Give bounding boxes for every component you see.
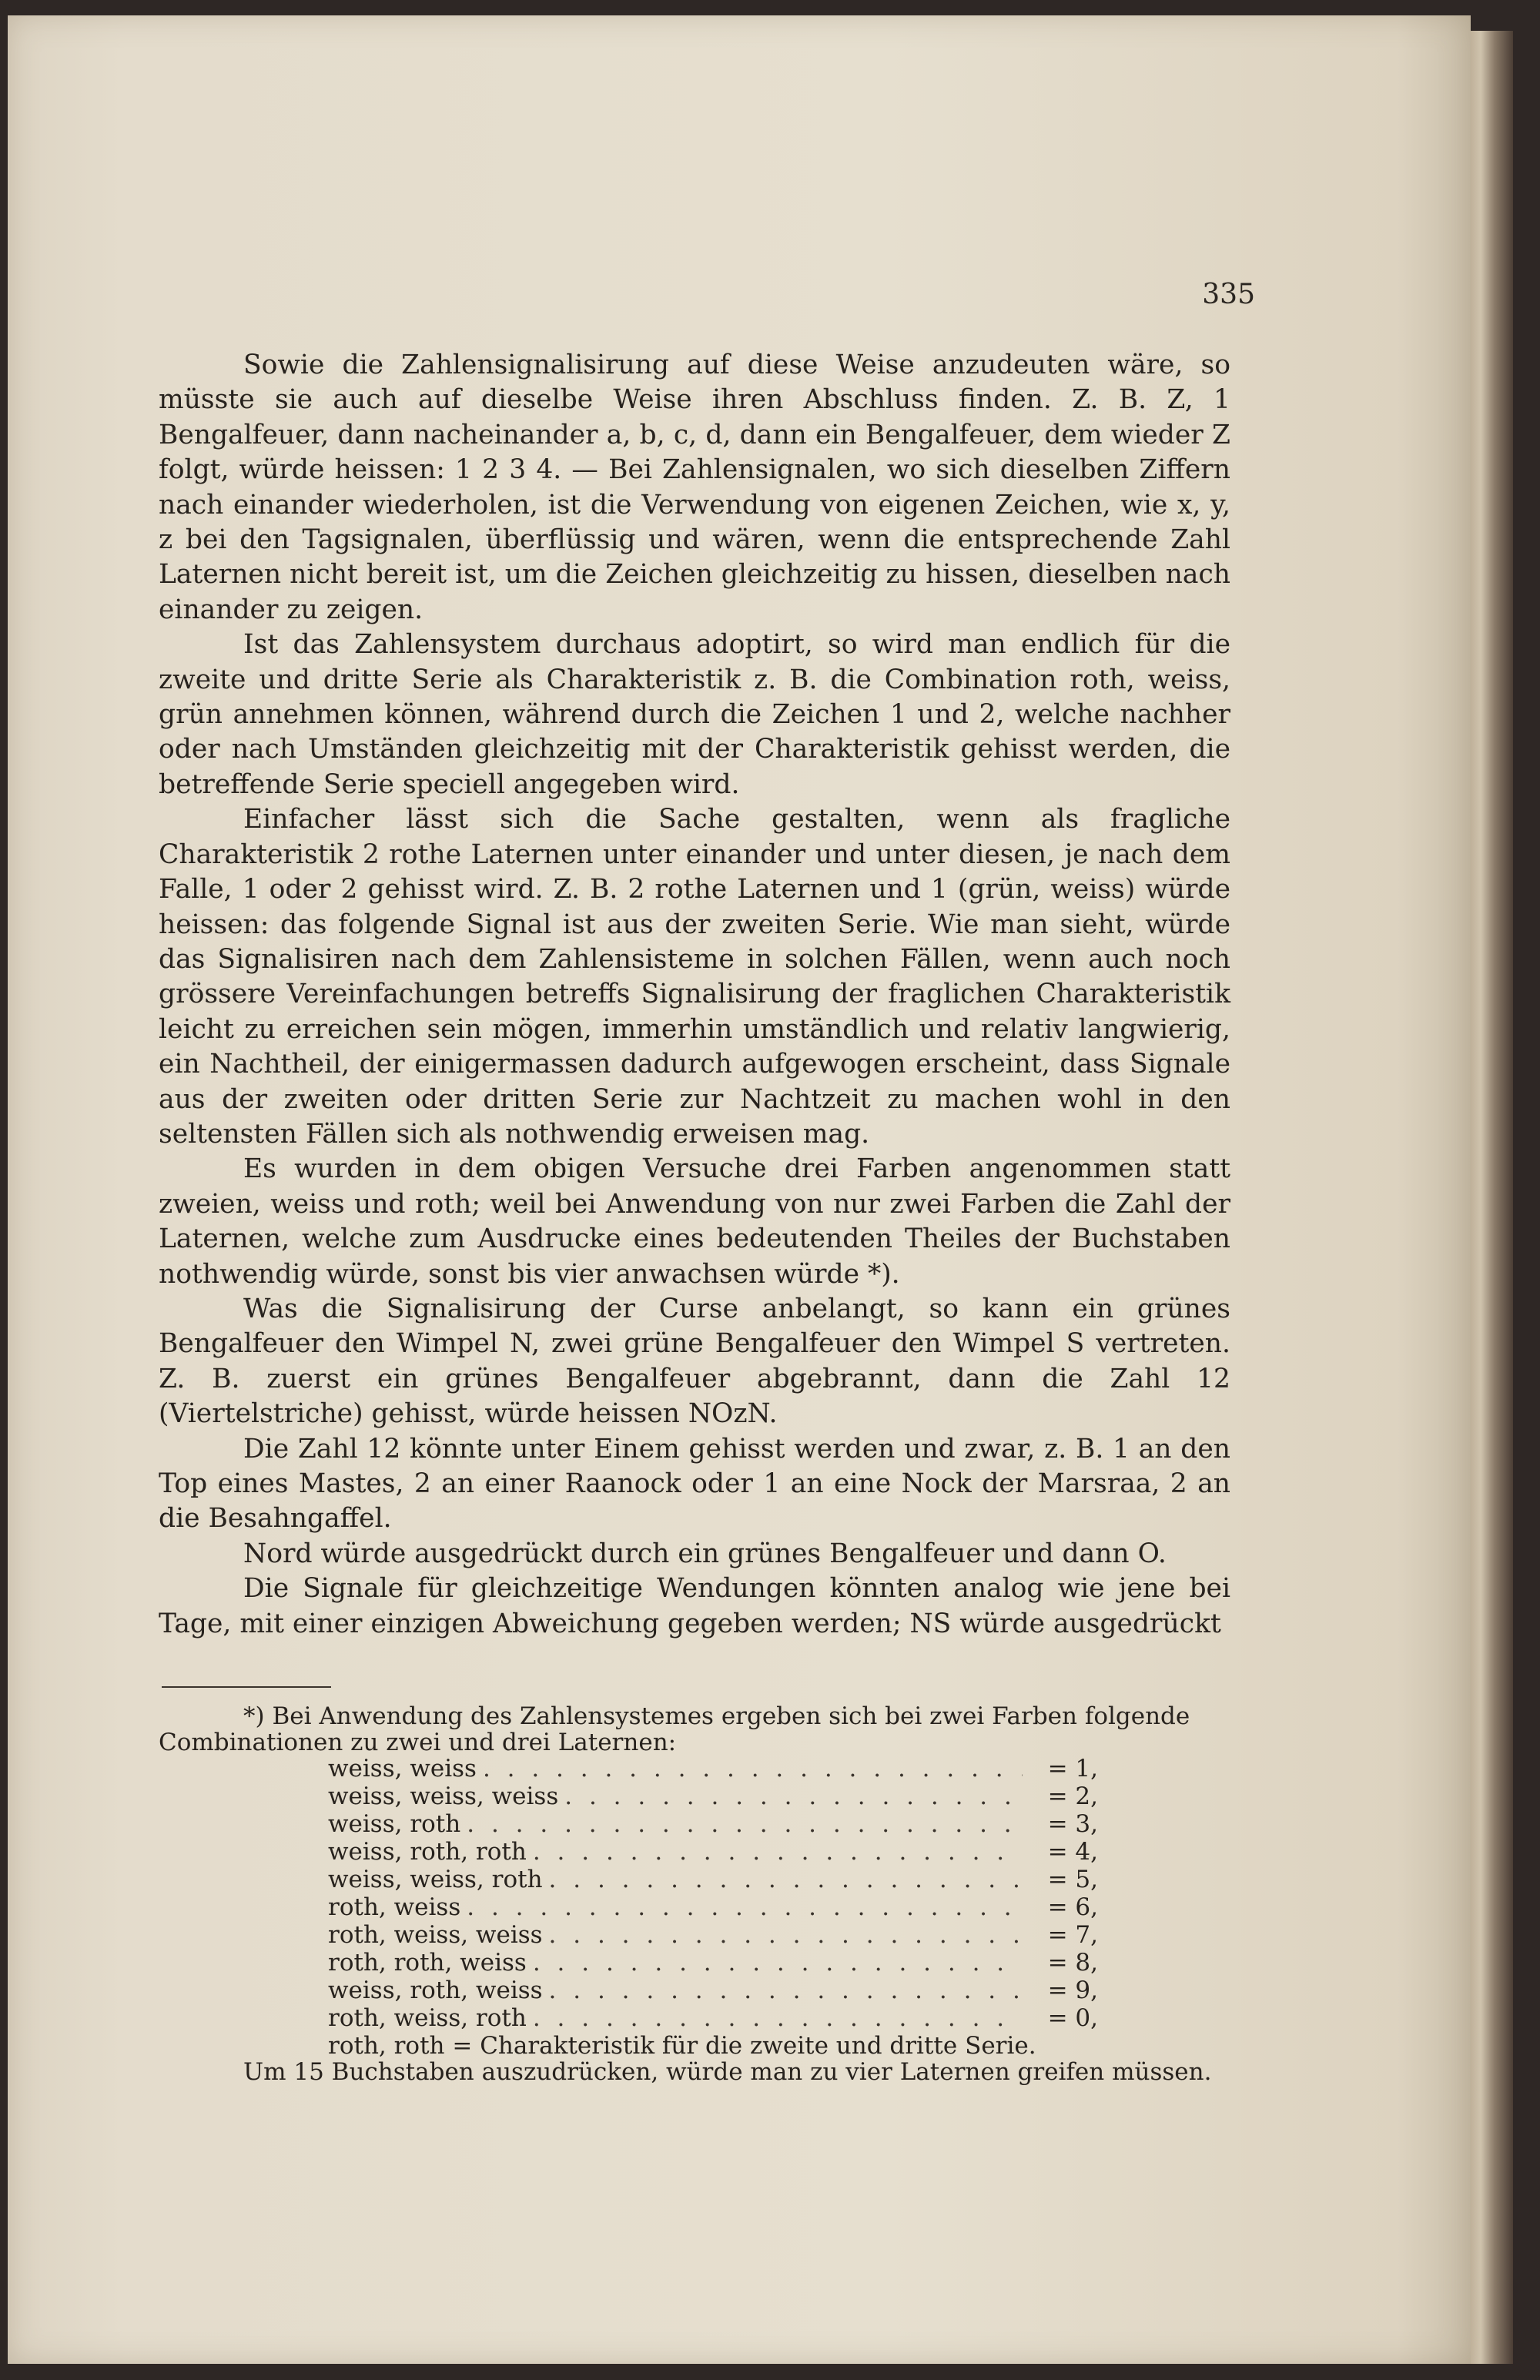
paragraph: Was die Signalisirung der Curse anbelangt, so kann ein grünes Bengalfeuer den Wimpel N, zwei grüne Bengalfeuer den Wimpel S vertreten. Z. B. zuerst ein grünes Bengalfeuer abgebrannt, dann die Zahl 12 (Viertelstriche) gehisst, würde heissen NOzN.: [159, 1293, 1230, 1430]
combination-value: = 5,: [1047, 1866, 1098, 1893]
combination-row: [328, 1811, 1098, 1839]
combination-row: [328, 1894, 1098, 1922]
dot-leader: [533, 2005, 1023, 2031]
combination-label: weiss, weiss, weiss: [328, 1782, 559, 1810]
book-page-edges: [1467, 31, 1513, 2364]
combination-label: weiss, weiss, roth: [328, 1866, 543, 1893]
paragraph: Es wurden in dem obigen Versuche drei Farben angenommen statt zweien, weiss und roth; weil bei Anwendung von nur zwei Farben die Zahl der Laternen, welche zum Ausdrucke eines bedeutenden Theiles der Buchstaben nothwendig würde, sonst bis vier anwachsen würde *).: [159, 1153, 1230, 1290]
combination-value: = 4,: [1047, 1838, 1098, 1866]
combination-row: [328, 1783, 1098, 1811]
combination-value: = 9,: [1047, 1977, 1098, 2004]
combination-row: [328, 1866, 1098, 1894]
paragraph: Ist das Zahlensystem durchaus adoptirt, so wird man endlich für die zweite und dritte Serie als Charakteristik z. B. die Combination roth, weiss, grün annehmen können, während durch die Zeichen 1 und 2, welche nachher oder nach Umständen gleichzeitig mit der Charakteristik gehisst werden, die betreffende Serie speciell angegeben wird.: [159, 629, 1230, 800]
combination-row: [328, 2005, 1098, 2033]
combination-row: [328, 1839, 1098, 1866]
combination-row: [328, 1977, 1098, 2005]
combination-label: weiss, roth, roth: [328, 1838, 527, 1866]
paragraph: Die Signale für gleichzeitige Wendungen könnten analog wie jene bei Tage, mit einer einzigen Abweichung gegeben werden; NS würde ausgedrückt: [159, 1573, 1230, 1639]
page-number: 335: [1202, 279, 1255, 310]
combination-value: = 3,: [1047, 1810, 1098, 1838]
combination-label: roth, weiss: [328, 1893, 461, 1921]
combination-value: = 0,: [1047, 2004, 1098, 2032]
combination-row: [328, 1950, 1098, 1977]
combination-value: = 7,: [1047, 1921, 1098, 1949]
paragraph: Die Zahl 12 könnte unter Einem gehisst werden und zwar, z. B. 1 an den Top eines Mastes, 2 an einer Raanock oder 1 an eine Nock der Marsraa, 2 an die Besahngaffel.: [159, 1433, 1230, 1535]
combination-label: roth, roth, weiss: [328, 1949, 527, 1977]
characteristic-line: roth, roth = Charakteristik für die zweite und dritte Serie.: [328, 2032, 1036, 2060]
dot-leader: [467, 1894, 1023, 1920]
dot-leader: [549, 1922, 1023, 1948]
combination-row: [328, 1756, 1098, 1783]
combination-value: = 2,: [1047, 1782, 1098, 1810]
dot-leader: [483, 1756, 1023, 1782]
footnote-divider: [162, 1686, 331, 1688]
dot-leader: [533, 1839, 1023, 1865]
dot-leader: [549, 1977, 1023, 2003]
paragraph: Einfacher lässt sich die Sache gestalten, wenn als fragliche Charakteristik 2 rothe Laternen unter einander und unter diesen, je nach dem Falle, 1 oder 2 gehisst wird. Z. B. 2 rothe Laternen und 1 (grün, weiss) würde heissen: das folgende Signal ist aus der zweiten Serie. Wie man sieht, würde das Signalisiren nach dem Zahlensisteme in solchen Fällen, wenn auch noch grössere Vereinfachungen betreffs Signalisirung der fraglichen Charakteristik leicht zu erreichen sein mögen, immerhin umständlich und relativ langwierig, ein Nachtheil, der einigermassen dadurch aufgewogen erscheint, dass Signale aus der zweiten oder dritten Serie zur Nachtzeit zu machen wohl in den seltensten Fällen sich als nothwendig erweisen mag.: [159, 804, 1230, 1150]
combination-row: [328, 1922, 1098, 1950]
combination-label: weiss, roth, weiss: [328, 1977, 543, 2004]
footnote-intro: *) Bei Anwendung des Zahlensystemes ergeben sich bei zwei Farben folgende Combinationen zu zwei und drei Laternen:: [159, 1702, 1190, 1756]
combination-value: = 8,: [1047, 1949, 1098, 1977]
combination-label: weiss, weiss: [328, 1755, 477, 1782]
dot-leader: [533, 1950, 1023, 1976]
combination-label: roth, weiss, roth: [328, 2004, 527, 2032]
combination-table: [328, 1756, 1098, 2033]
paragraph: Nord würde ausgedrückt durch ein grünes Bengalfeuer und dann O.: [243, 1538, 1167, 1569]
combination-value: = 6,: [1047, 1893, 1098, 1921]
combination-label: weiss, roth: [328, 1810, 461, 1838]
footnote: [159, 1703, 1230, 2085]
combination-label: roth, weiss, weiss: [328, 1921, 543, 1949]
dot-leader: [564, 1783, 1023, 1809]
footnote-closing: Um 15 Buchstaben auszudrücken, würde man zu vier Laternen greifen müssen.: [243, 2058, 1212, 2086]
paragraph: Sowie die Zahlensignalisirung auf diese Weise anzudeuten wäre, so müsste sie auch auf dieselbe Weise ihren Abschluss finden. Z. B. Z, 1 Bengalfeuer, dann nacheinander a, b, c, d, dann ein Bengalfeuer, dem wieder Z folgt, würde heissen: 1 2 3 4. — Bei Zahlensignalen, wo sich dieselben Ziffern nach einander wiederholen, ist die Verwendung von eigenen Zeichen, wie x, y, z bei den Tagsignalen, überflüssig und wären, wenn die entsprechende Zahl Laternen nicht bereit ist, um die Zeichen gleichzeitig zu hissen, dieselben nach einander zu zeigen.: [159, 350, 1230, 625]
combination-value: = 1,: [1047, 1755, 1098, 1782]
body-text: [159, 348, 1230, 1642]
dot-leader: [549, 1866, 1023, 1893]
dot-leader: [467, 1811, 1023, 1837]
